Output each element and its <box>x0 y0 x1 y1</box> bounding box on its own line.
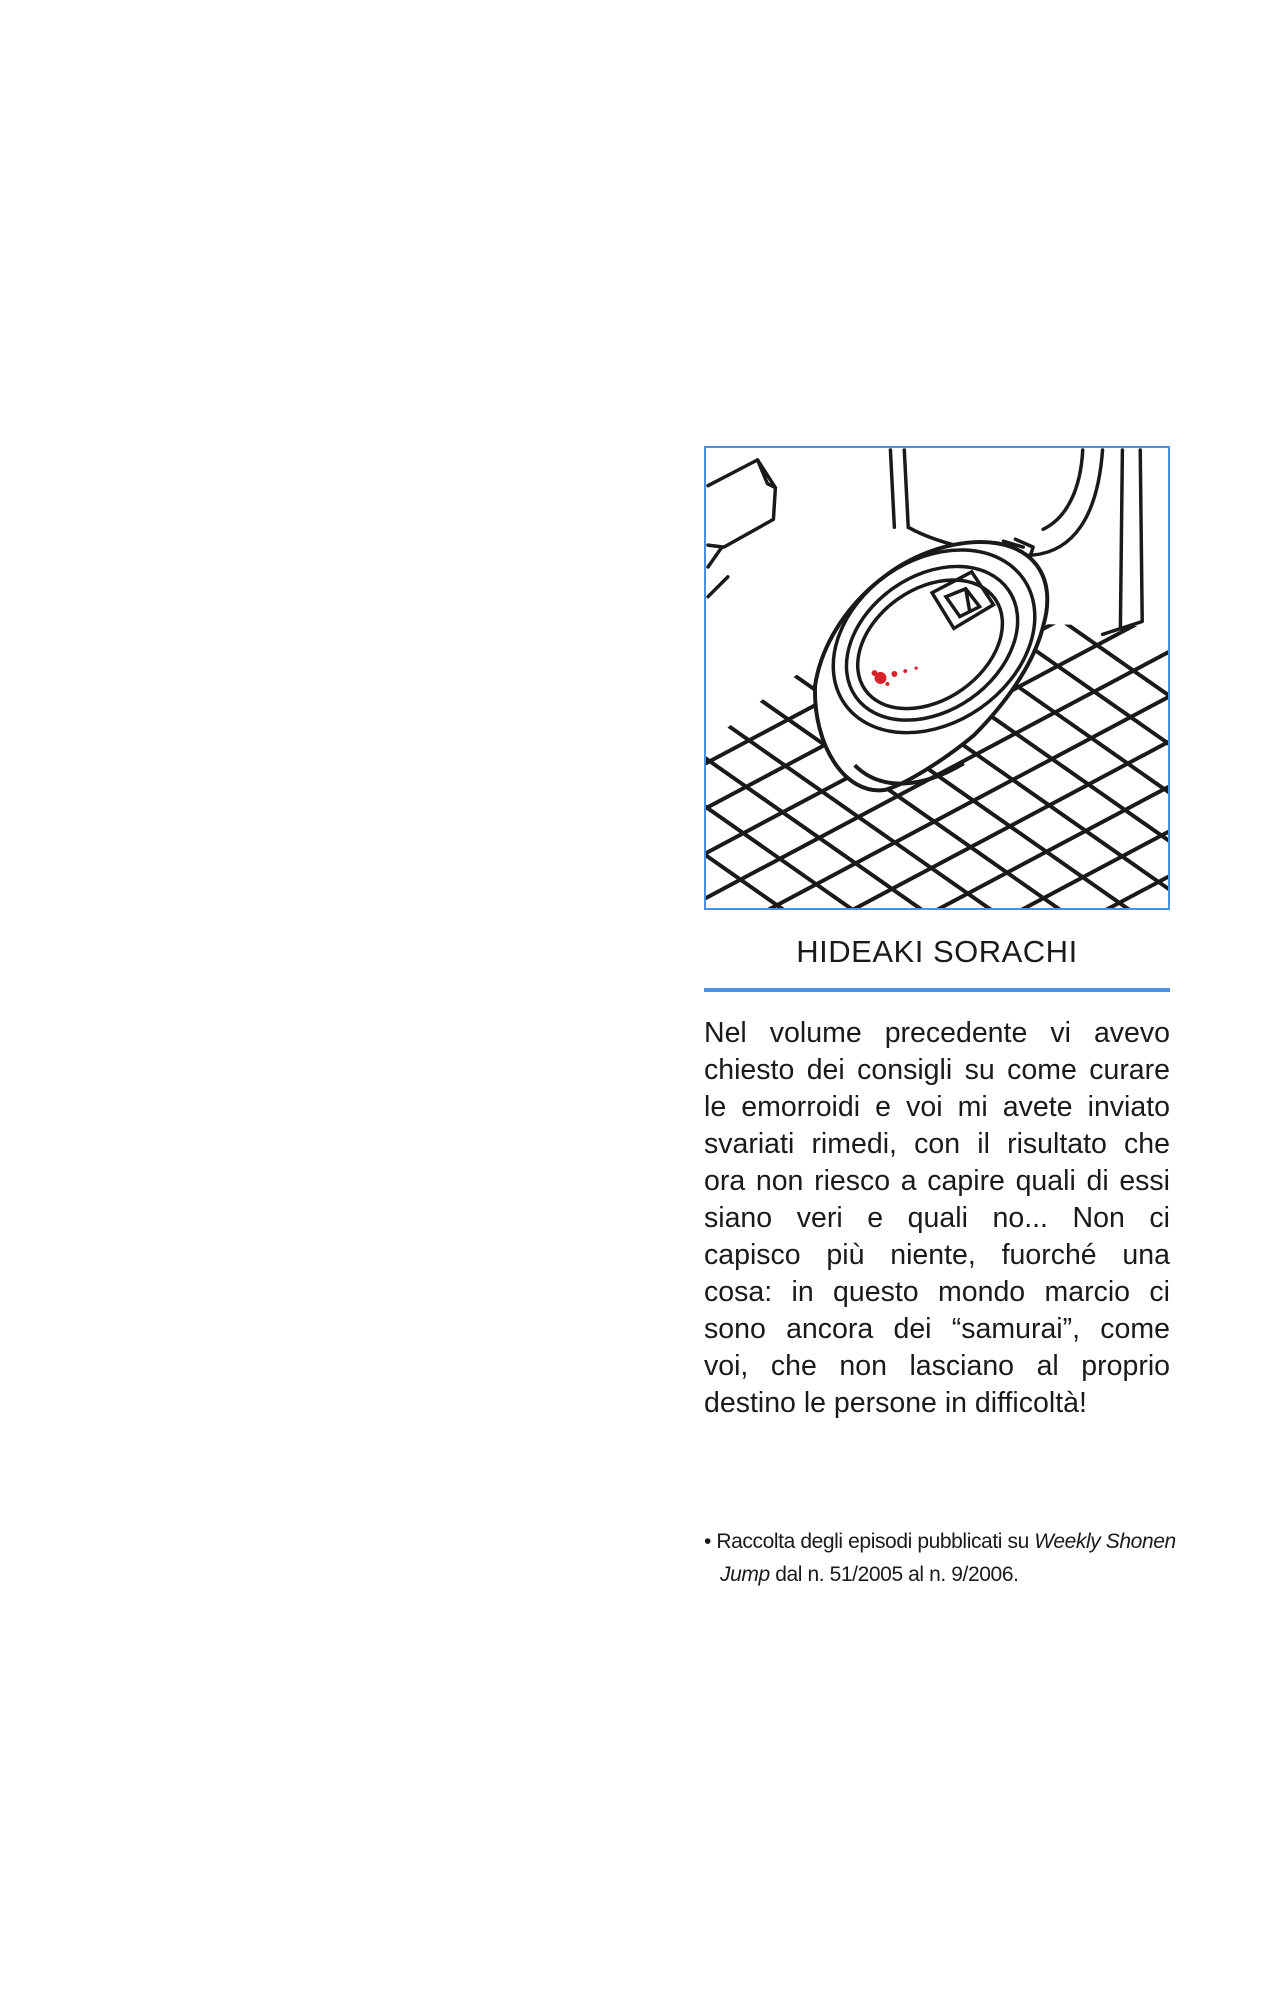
bullet-icon: • <box>704 1530 711 1553</box>
author-name: HIDEAKI SORACHI <box>796 934 1078 969</box>
magazine-title: Weekly Shonen Jump <box>720 1530 1176 1586</box>
toilet-icon <box>706 448 1168 908</box>
note-suffix: dal n. 51/2005 al n. 9/2006. <box>775 1563 1019 1586</box>
note-prefix: Raccolta degli episodi pubblicati su <box>716 1530 1029 1553</box>
author-message: Nel volume precedente vi avevo chiesto dei consigli su come curare le emorroidi e voi mi avete inviato svariati rimedi, con il risultato che ora non riesco a capire quali di essi siano veri e quali no... Non ci capisco più niente, fuorché una cosa: in questo mondo marcio ci sono ancora dei “samurai”, come voi, che non lasciano al proprio destino le persone in difficoltà! <box>704 1017 1170 1419</box>
publication-note <box>704 1525 1186 1591</box>
title-underline <box>704 988 1170 992</box>
author-illustration <box>704 446 1170 910</box>
